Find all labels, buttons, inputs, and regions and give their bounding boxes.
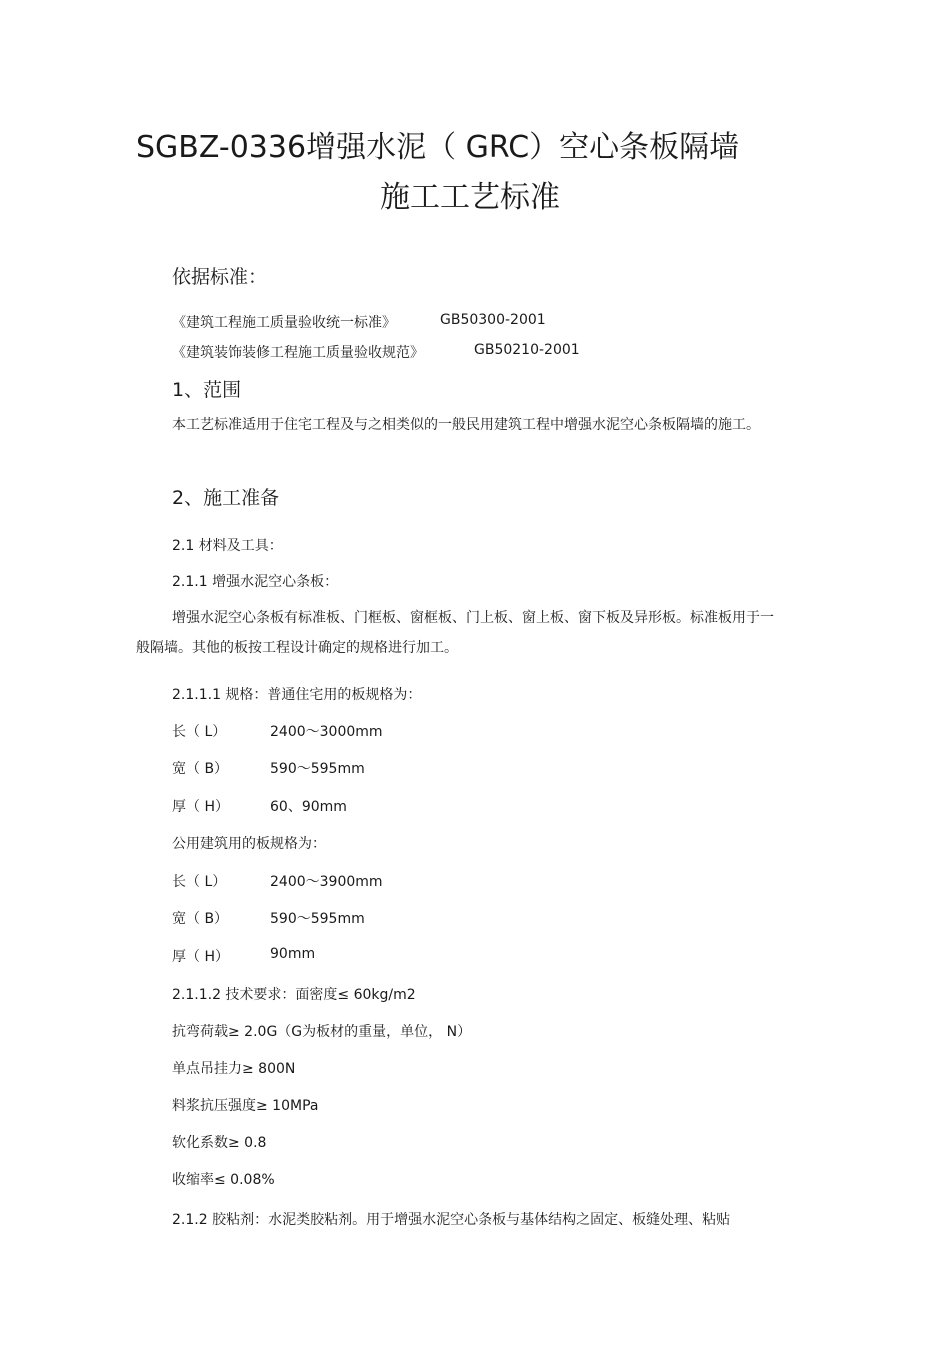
spec-label-thickness: 厚（ H） (172, 949, 229, 965)
standard-code: GB50300-2001 (440, 312, 546, 328)
requirement-item: 料浆抗压强度≥ 10MPa (172, 1098, 319, 1114)
spec-label-width: 宽（ B） (172, 761, 229, 777)
section-heading-preparation: 2、施工准备 (172, 487, 280, 509)
spec-label-length: 长（ L） (172, 874, 227, 890)
standard-name: 《建筑工程施工质量验收统一标准》 (172, 315, 396, 331)
section-heading-scope: 1、范围 (172, 379, 242, 401)
public-spec-heading: 公用建筑用的板规格为： (172, 836, 326, 852)
requirement-item: 收缩率≤ 0.08% (172, 1172, 275, 1188)
standard-name: 《建筑装饰装修工程施工质量验收规范》 (172, 345, 424, 361)
spec-value-length: 2400～3000mm (270, 724, 383, 740)
requirement-item: 抗弯荷载≥ 2.0G（G为板材的重量，单位， N） (172, 1024, 472, 1040)
subsection-2-1-1-1: 2.1.1.1 规格：普通住宅用的板规格为： (172, 687, 422, 703)
spec-value-length: 2400～3900mm (270, 874, 383, 890)
requirement-item: 软化系数≥ 0.8 (172, 1135, 267, 1151)
document-title: SGBZ-0336增强水泥（ GRC）空心条板隔墙 (136, 130, 740, 165)
subsection-2-1-1: 2.1.1 增强水泥空心条板： (172, 574, 339, 590)
spec-value-width: 590～595mm (270, 761, 365, 777)
spec-label-thickness: 厚（ H） (172, 799, 229, 815)
spec-label-width: 宽（ B） (172, 911, 229, 927)
panel-types-paragraph: 增强水泥空心条板有标准板、门框板、窗框板、门上板、窗上板、窗下板及异形板。标准板用于一般隔墙。其他的板按工程设计确定的规格进行加工。 (136, 610, 774, 656)
basis-heading: 依据标准： (172, 266, 268, 288)
standard-code: GB50210-2001 (474, 342, 580, 358)
spec-label-length: 长（ L） (172, 724, 227, 740)
spec-value-thickness: 60、90mm (270, 799, 347, 815)
subsection-2-1-1-2: 2.1.1.2 技术要求：面密度≤ 60kg/m2 (172, 987, 416, 1003)
spec-value-thickness: 90mm (270, 946, 316, 962)
subsection-2-1-2: 2.1.2 胶粘剂：水泥类胶粘剂。用于增强水泥空心条板与基体结构之固定、板缝处理、粘贴 (172, 1212, 731, 1228)
subsection-2-1: 2.1 材料及工具： (172, 538, 283, 554)
document-subtitle: 施工工艺标准 (380, 180, 560, 215)
requirement-item: 单点吊挂力≥ 800N (172, 1061, 296, 1077)
spec-value-width: 590～595mm (270, 911, 365, 927)
scope-paragraph: 本工艺标准适用于住宅工程及与之相类似的一般民用建筑工程中增强水泥空心条板隔墙的施工。 (172, 417, 760, 433)
